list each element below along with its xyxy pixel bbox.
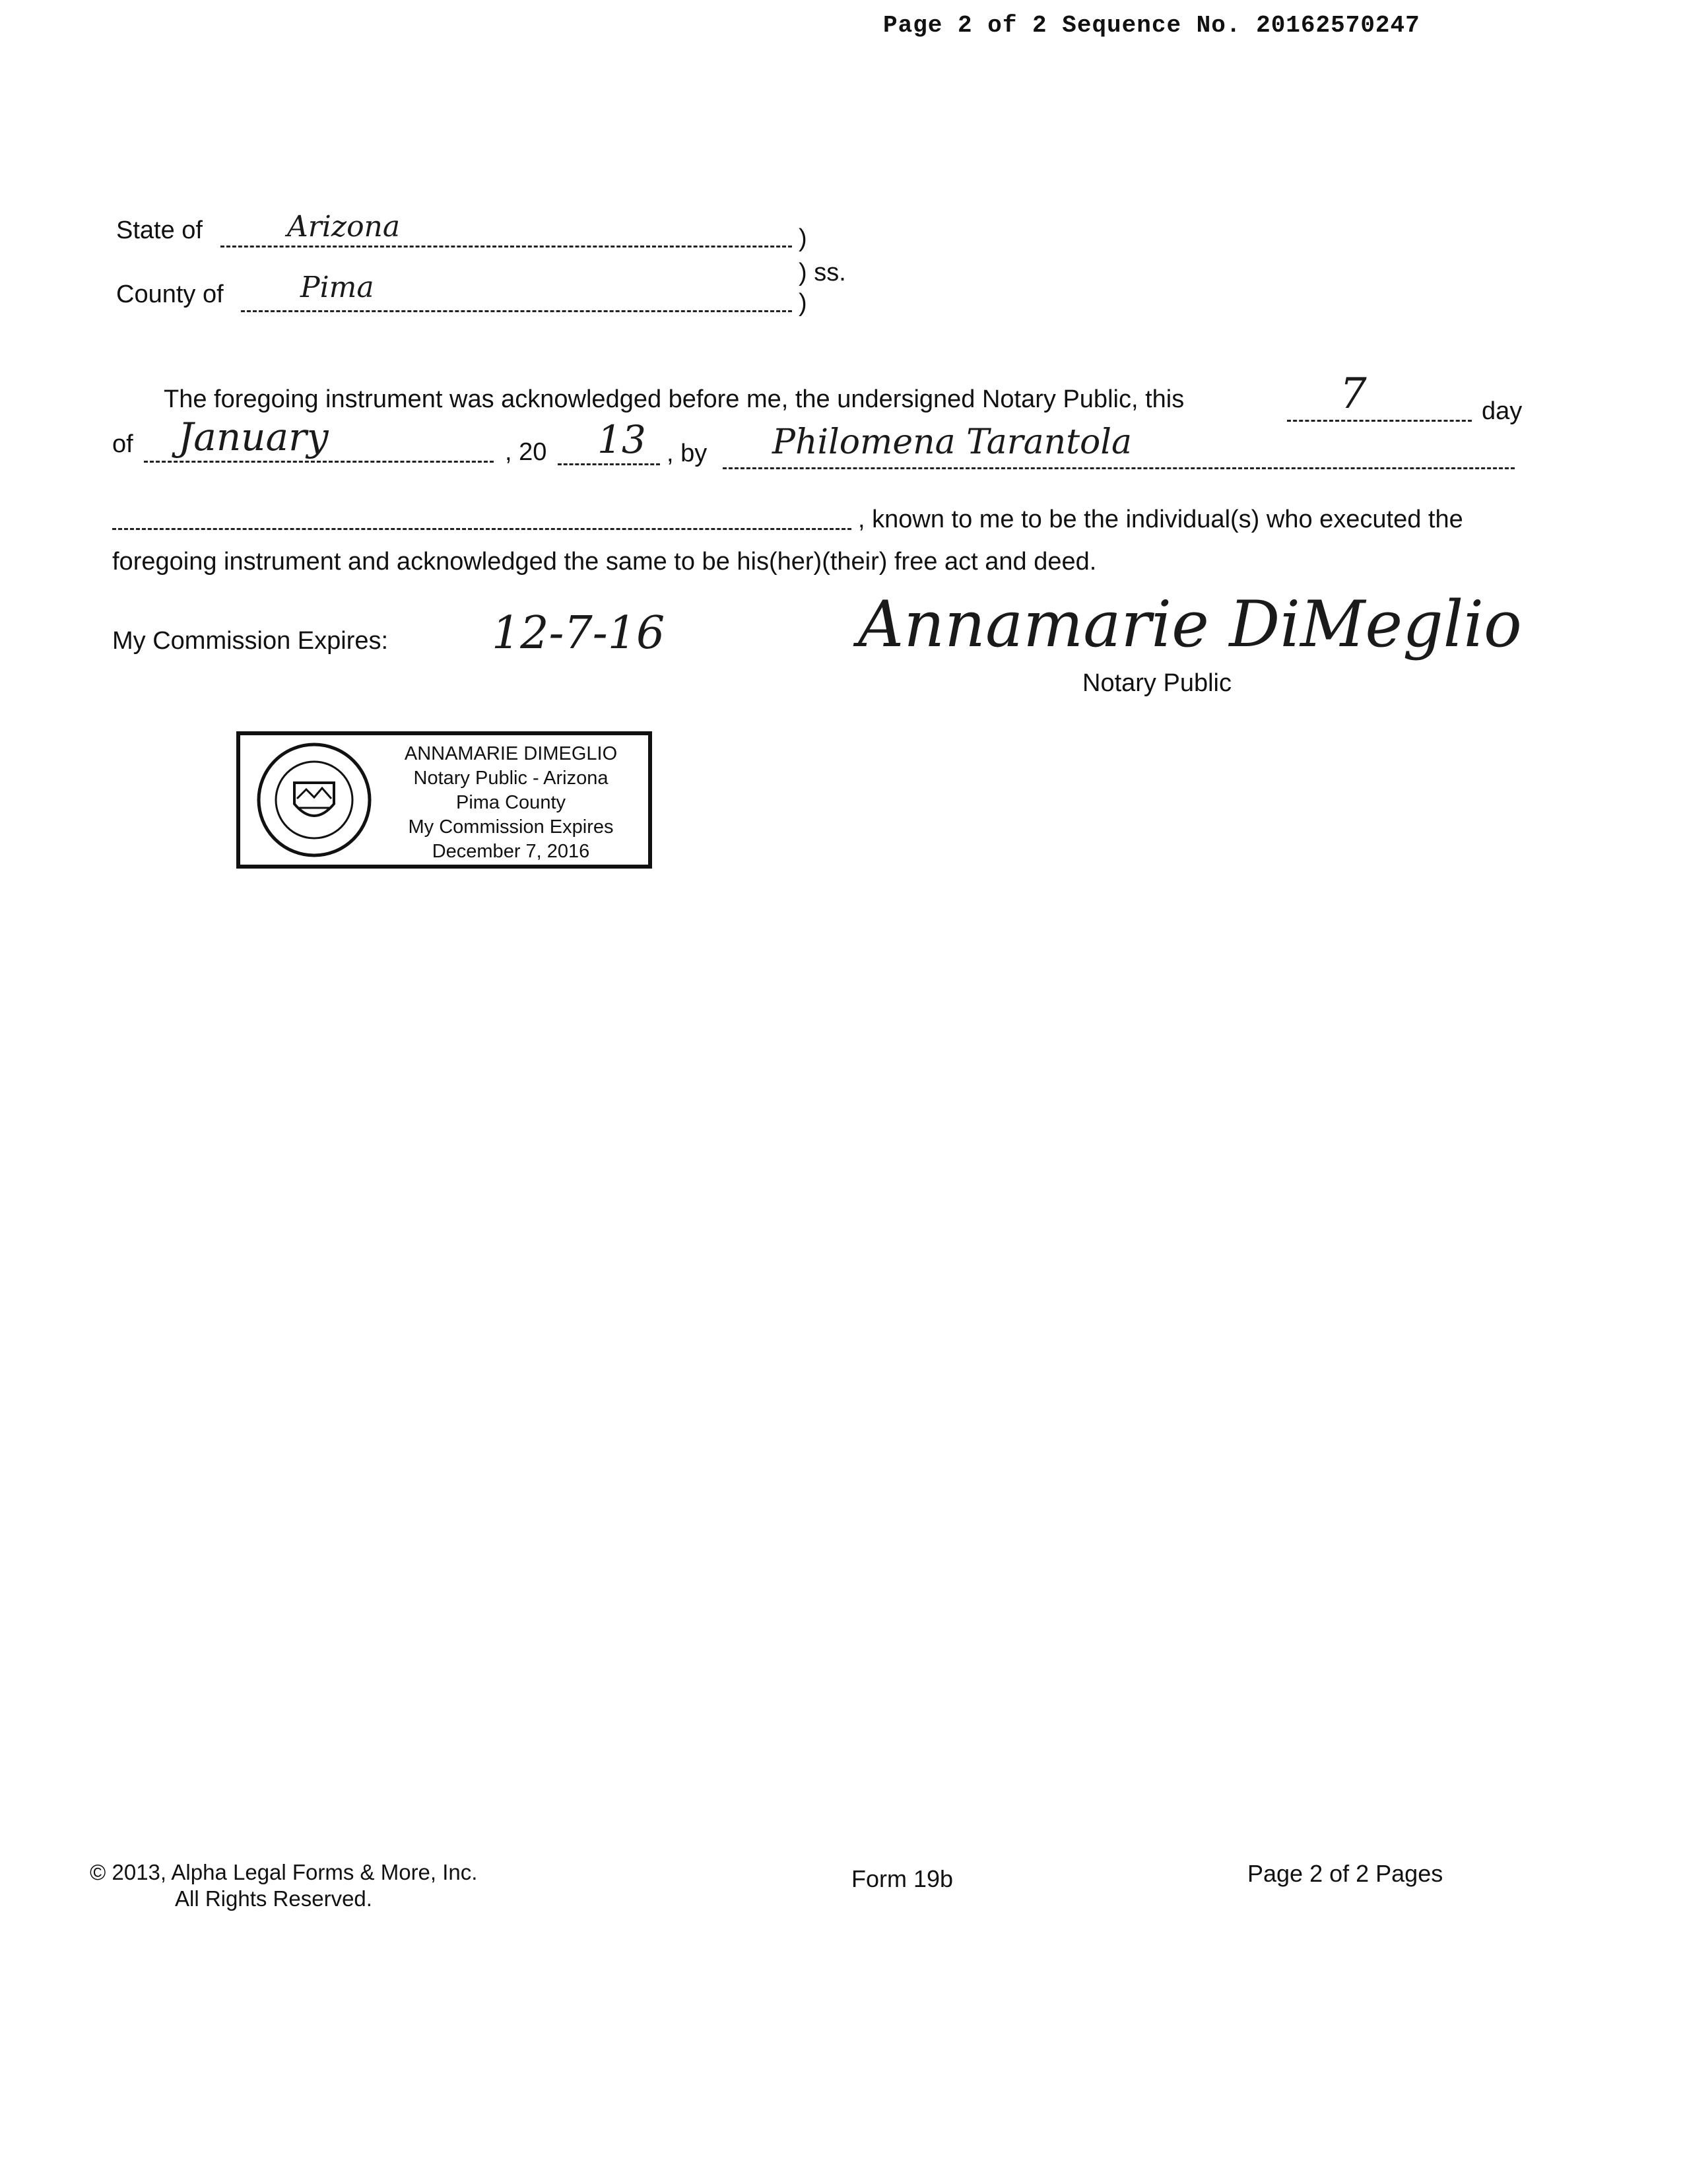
stamp-county: Pima County — [455, 792, 566, 813]
paren-top: ) — [799, 224, 807, 252]
commission-handwritten: 12-7-16 — [492, 607, 665, 659]
ack-final-text: foregoing instrument and acknowledged the same to be his(her)(their) free act and deed. — [112, 548, 1097, 576]
footer-rights: All Rights Reserved. — [175, 1886, 372, 1911]
of-label: of — [112, 430, 133, 458]
county-line — [241, 310, 792, 312]
name-line — [723, 467, 1515, 469]
stamp-expires-date: December 7, 2016 — [432, 841, 590, 862]
sequence-header: Page 2 of 2 Sequence No. 20162570247 — [883, 12, 1420, 39]
stamp-name: ANNAMARIE DIMEGLIO — [404, 743, 618, 764]
day-handwritten: 7 — [1340, 370, 1367, 418]
footer-form-number: Form 19b — [851, 1865, 954, 1892]
year-prefix: , 20 — [505, 438, 547, 466]
state-handwritten: Arizona — [287, 210, 401, 244]
county-handwritten: Pima — [300, 271, 374, 304]
notary-public-label: Notary Public — [1082, 669, 1232, 697]
county-label: County of — [116, 281, 224, 308]
stamp-expires-label: My Commission Expires — [408, 816, 614, 838]
month-line — [144, 461, 494, 463]
state-line — [220, 246, 792, 248]
known-text: , known to me to be the individual(s) who executed the — [858, 506, 1463, 533]
year-line — [558, 463, 660, 465]
arizona-seal-icon — [248, 735, 380, 865]
paren-bottom: ) — [799, 289, 807, 317]
name-handwritten: Philomena Tarantola — [772, 422, 1132, 462]
day-label: day — [1482, 397, 1523, 425]
footer-copyright: © 2013, Alpha Legal Forms & More, Inc. — [90, 1860, 478, 1884]
day-line — [1287, 420, 1472, 422]
by-label: , by — [667, 440, 708, 467]
stamp-title: Notary Public - Arizona — [413, 768, 609, 789]
notary-signature: Annamarie DiMeglio — [858, 587, 1522, 661]
footer-page-count: Page 2 of 2 Pages — [1247, 1860, 1443, 1887]
commission-label: My Commission Expires: — [112, 627, 389, 655]
year-handwritten: 13 — [597, 417, 646, 462]
ack-line1: The foregoing instrument was acknowledged before me, the undersigned Notary Public, this — [164, 385, 1185, 413]
notary-stamp — [236, 731, 652, 869]
month-handwritten: January — [178, 414, 329, 459]
ss-label: ) ss. — [799, 259, 846, 286]
name-continuation-line — [112, 528, 851, 530]
state-label: State of — [116, 216, 203, 244]
